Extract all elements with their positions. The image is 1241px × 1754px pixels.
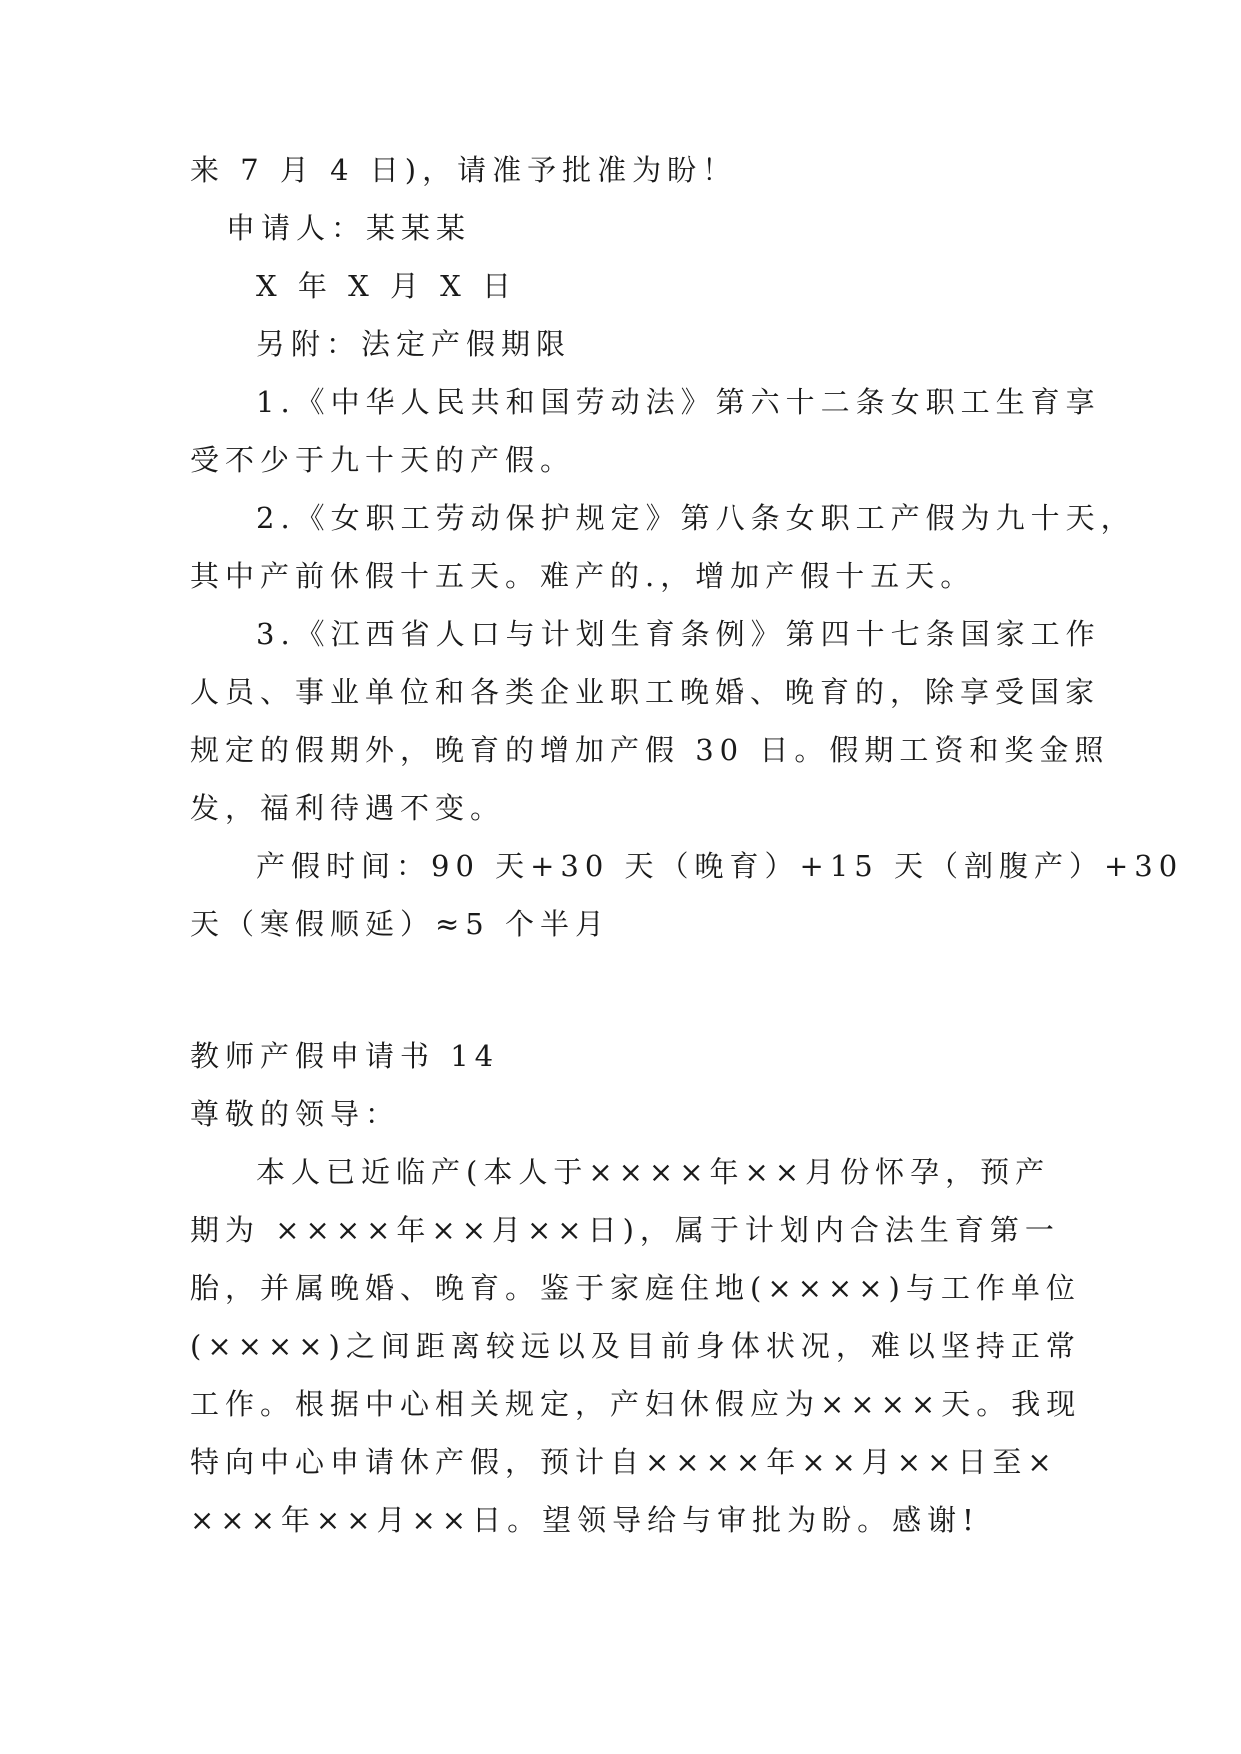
text-line: 其中产前休假十五天。难产的.，增加产假十五天。 — [190, 559, 976, 593]
text-line: 产假时间：90 天+30 天（晚育）+15 天（剖腹产）+30 — [256, 849, 1184, 883]
text-line: 来 7 月 4 日)，请准予批准为盼！ — [190, 153, 738, 187]
text-line: 期为 ××××年××月××日)，属于计划内合法生育第一 — [190, 1213, 1060, 1247]
text-line: 规定的假期外，晚育的增加产假 30 日。假期工资和奖金照 — [190, 733, 1110, 767]
text-line: ×××年××月××日。望领导给与审批为盼。感谢! — [190, 1503, 980, 1537]
text-line: 发，福利待遇不变。 — [190, 791, 506, 825]
appendix-heading: 另附：法定产假期限 — [256, 327, 572, 361]
text-line: 2.《女职工劳动保护规定》第八条女职工产假为九十天， — [256, 501, 1136, 535]
text-line: 胎，并属晚婚、晚育。鉴于家庭住地(××××)与工作单位 — [190, 1271, 1081, 1305]
applicant-line: 申请人：某某某 — [226, 211, 472, 245]
date-line: X 年 X 月 X 日 — [256, 269, 518, 303]
salutation: 尊敬的领导： — [190, 1097, 401, 1131]
text-line: 受不少于九十天的产假。 — [190, 443, 576, 477]
text-line: 天（寒假顺延）≈5 个半月 — [190, 907, 610, 941]
text-line: 1.《中华人民共和国劳动法》第六十二条女职工生育享 — [256, 385, 1101, 419]
text-line: 工作。根据中心相关规定，产妇休假应为××××天。我现 — [190, 1387, 1082, 1421]
text-line: 特向中心申请休产假，预计自××××年××月××日至× — [190, 1445, 1058, 1479]
text-line: 3.《江西省人口与计划生育条例》第四十七条国家工作 — [256, 617, 1101, 651]
section-title: 教师产假申请书 14 — [190, 1039, 500, 1073]
text-line: 人员、事业单位和各类企业职工晚婚、晚育的，除享受国家 — [190, 675, 1101, 709]
text-line: 本人已近临产(本人于××××年××月份怀孕，预产 — [256, 1155, 1051, 1189]
text-line: (××××)之间距离较远以及目前身体状况，难以坚持正常 — [190, 1329, 1081, 1363]
